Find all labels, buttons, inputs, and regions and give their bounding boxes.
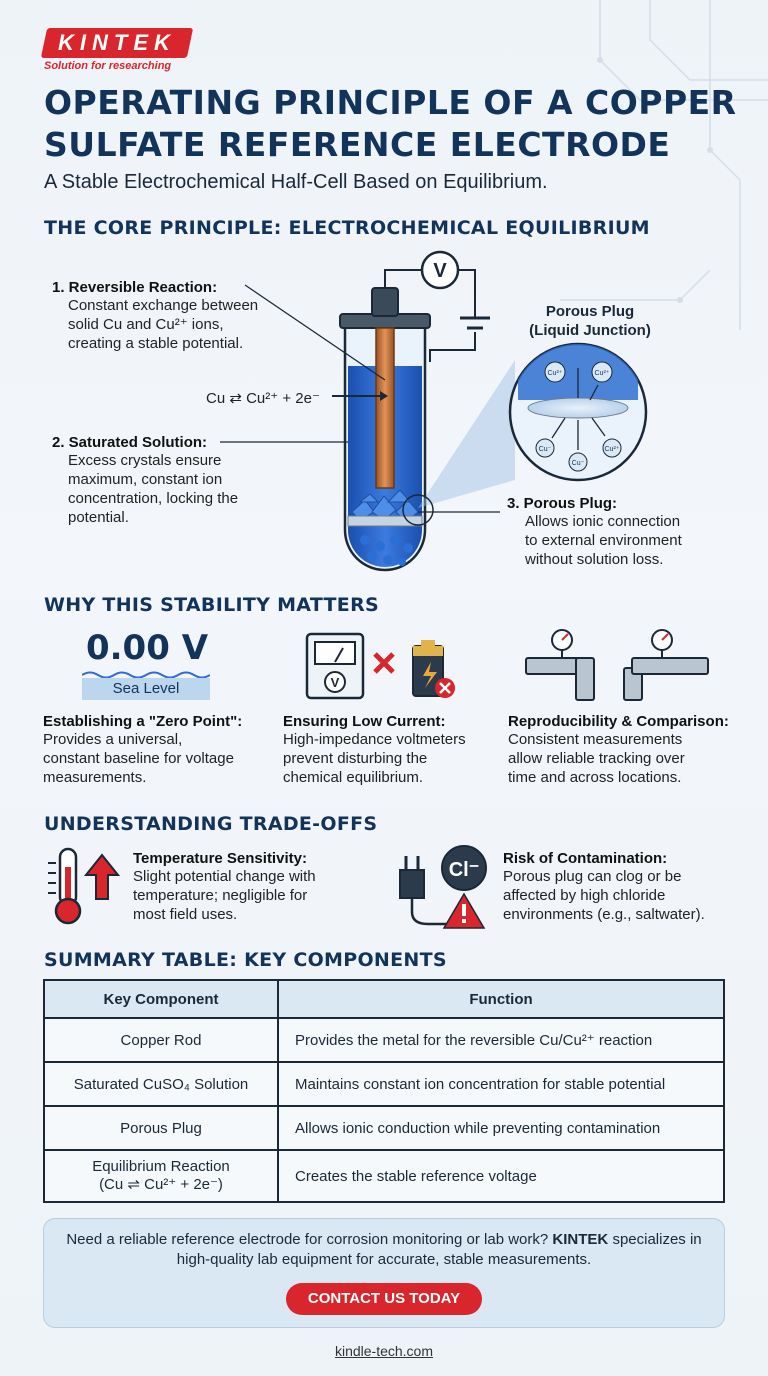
cta-text-part: Need a reliable reference electrode for corrosion monitoring or lab work?	[66, 1231, 549, 1248]
component-line: (Cu ⇌ Cu²⁺ + 2e⁻)	[99, 1176, 223, 1193]
core-item-line: to external environment	[525, 532, 682, 549]
ion-label: Cu²⁺	[547, 370, 563, 377]
table-row	[44, 1150, 724, 1202]
logo-brand: KINTEK	[58, 30, 176, 55]
table-row	[44, 1062, 724, 1106]
tradeoff-item-line: affected by high chloride	[503, 887, 666, 904]
why-item-reproducibility	[508, 713, 758, 787]
column-header: Function	[278, 980, 724, 1018]
core-item-line: Allows ionic connection	[525, 513, 681, 530]
core-item-title: 2. Saturated Solution:	[52, 434, 208, 451]
tradeoff-item-line: Slight potential change with	[133, 868, 316, 885]
chloride-label: Cl⁻	[448, 859, 480, 881]
ion-label: Cu⁻	[571, 460, 585, 467]
terminal	[372, 288, 398, 316]
component-cell: Saturated CuSO₄ Solution	[44, 1062, 278, 1106]
footer-link[interactable]: kindle-tech.com	[334, 1343, 434, 1359]
svg-text:V: V	[330, 675, 340, 690]
voltmeter-battery-icon	[305, 632, 465, 702]
tradeoff-item-line: temperature; negligible for	[133, 887, 308, 904]
why-item-line: chemical equilibrium.	[283, 769, 424, 786]
tradeoff-item-title: Risk of Contamination:	[503, 850, 668, 867]
ion-label: Cu⁻	[538, 446, 552, 453]
component-cell	[44, 1150, 278, 1202]
sea-level-badge: Sea Level	[82, 678, 210, 700]
core-item-line: Excess crystals ensure	[68, 452, 222, 469]
why-item-title: Reproducibility & Comparison:	[508, 713, 729, 730]
plug-label-line: Porous Plug	[545, 303, 635, 320]
why-item-low-current	[283, 713, 493, 787]
zero-volt-value: 0.00 V	[85, 628, 209, 668]
why-heading: WHY THIS STABILITY MATTERS	[44, 594, 379, 616]
function-cell: Provides the metal for the reversible Cu/Cu²⁺ reaction	[278, 1018, 724, 1062]
core-item-title: 1. Reversible Reaction:	[52, 279, 218, 296]
tradeoff-item-contamination	[503, 850, 753, 924]
core-item-line: solid Cu and Cu²⁺ ions,	[68, 316, 224, 333]
tradeoff-item-temperature	[133, 850, 373, 924]
logo-tagline: Solution for researching	[44, 60, 172, 72]
page-title: OPERATING PRINCIPLE OF A COPPER SULFATE REFERENCE ELECTRODE	[44, 83, 737, 164]
cta-brand: KINTEK	[552, 1231, 609, 1248]
copper-rod	[376, 328, 394, 488]
pipes-gauges-icon	[522, 628, 712, 702]
battery-icon	[460, 318, 490, 328]
electrode-diagram	[200, 250, 660, 580]
voltmeter-icon	[422, 252, 458, 288]
zoom-cone	[418, 360, 515, 508]
function-cell: Maintains constant ion concentration for stable potential	[278, 1062, 724, 1106]
contact-us-button[interactable]: CONTACT US TODAY	[286, 1283, 482, 1315]
why-item-zero-point	[43, 713, 273, 787]
tradeoffs-heading: UNDERSTANDING TRADE-OFFS	[44, 813, 378, 835]
function-cell: Creates the stable reference voltage	[278, 1150, 724, 1202]
component-line: Equilibrium Reaction	[92, 1158, 230, 1175]
why-item-line: High-impedance voltmeters	[283, 731, 466, 748]
why-item-line: time and across locations.	[508, 769, 682, 786]
page-subtitle: A Stable Electrochemical Half-Cell Based on Equilibrium.	[44, 171, 548, 193]
why-item-line: prevent disturbing the	[283, 750, 428, 767]
reaction-equation: Cu ⇄ Cu²⁺ + 2e⁻	[206, 390, 320, 407]
tradeoff-item-title: Temperature Sensitivity:	[133, 850, 307, 867]
summary-table	[43, 979, 725, 1203]
component-cell: Copper Rod	[44, 1018, 278, 1062]
why-item-title: Ensuring Low Current:	[283, 713, 446, 730]
table-row	[44, 1106, 724, 1150]
ion-label: Cu²⁺	[604, 446, 620, 453]
column-header: Key Component	[44, 980, 278, 1018]
why-item-title: Establishing a "Zero Point":	[43, 713, 243, 730]
why-item-line: measurements.	[43, 769, 147, 786]
porous-plug	[348, 516, 422, 526]
function-cell: Allows ionic conduction while preventing contamination	[278, 1106, 724, 1150]
core-heading: THE CORE PRINCIPLE: ELECTROCHEMICAL EQUILIBRIUM	[44, 217, 650, 239]
why-item-line: Consistent measurements	[508, 731, 683, 748]
why-item-line: Provides a universal,	[43, 731, 183, 748]
porous-plug-magnified	[510, 344, 646, 480]
core-item-title: 3. Porous Plug:	[507, 495, 618, 512]
tradeoff-item-line: environments (e.g., saltwater).	[503, 906, 705, 923]
table-heading: SUMMARY TABLE: KEY COMPONENTS	[44, 949, 447, 971]
core-item-line: maximum, constant ion	[68, 471, 223, 488]
core-item-line: without solution loss.	[525, 551, 664, 568]
tradeoff-item-line: Porous plug can clog or be	[503, 868, 682, 885]
voltmeter-label: V	[433, 260, 447, 282]
core-item-line: Constant exchange between	[68, 297, 259, 314]
table-header-row	[44, 980, 724, 1018]
core-item-line: creating a stable potential.	[68, 335, 244, 352]
plug-label-line: (Liquid Junction)	[529, 322, 651, 339]
table-row	[44, 1018, 724, 1062]
component-cell: Porous Plug	[44, 1106, 278, 1150]
plug-chloride-warning-icon	[398, 840, 488, 930]
why-item-line: allow reliable tracking over	[508, 750, 685, 767]
thermometer-up-icon	[46, 845, 122, 927]
core-item-line: concentration, locking the	[68, 490, 239, 507]
cta-text-part: specializes in high-quality lab equipment for accurate, stable measurements.	[176, 1231, 702, 1268]
core-item-line: potential.	[68, 509, 129, 526]
cta-text	[60, 1230, 708, 1270]
ion-label: Cu²⁺	[594, 370, 610, 377]
tradeoff-item-line: most field uses.	[133, 906, 238, 923]
why-item-line: constant baseline for voltage	[43, 750, 234, 767]
